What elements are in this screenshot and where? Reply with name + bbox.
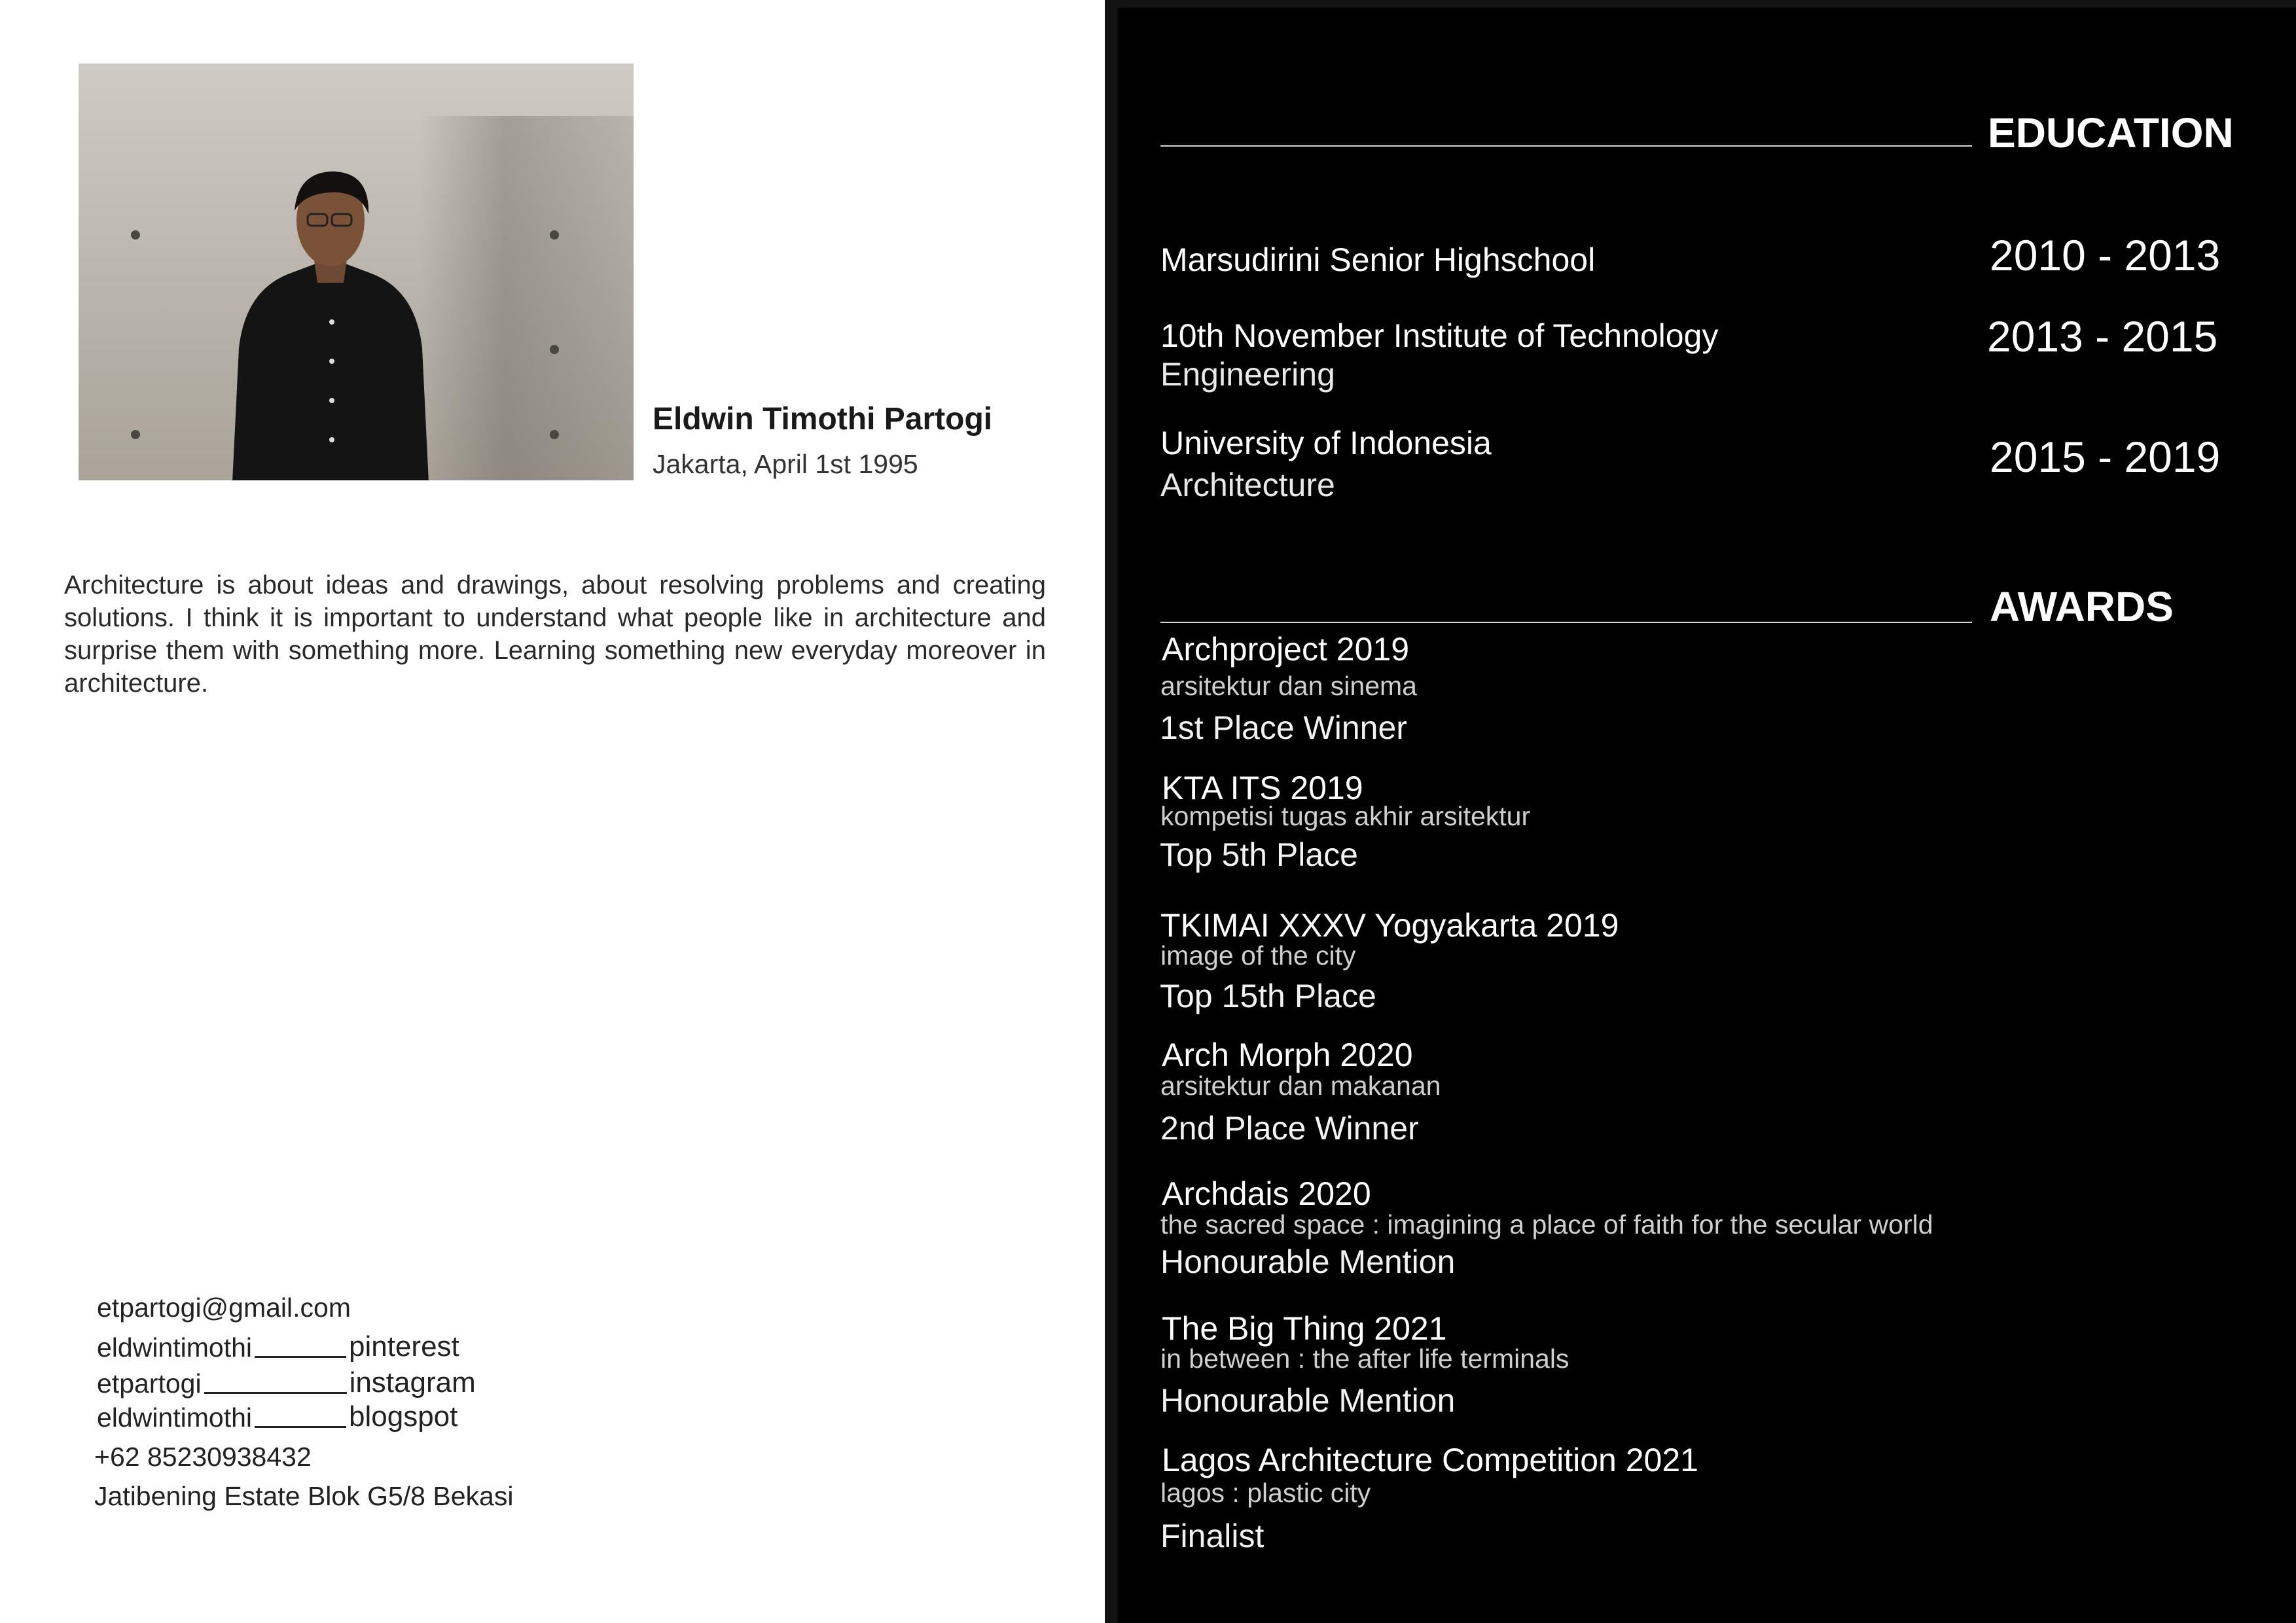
award-theme: lagos : plastic city: [1160, 1478, 1371, 1508]
award-result: 2nd Place Winner: [1160, 1110, 1419, 1147]
education-school: University of Indonesia: [1160, 425, 1492, 461]
wall-hole: [131, 230, 140, 240]
social-handle: eldwintimothi: [97, 1402, 252, 1433]
contact-address: Jatibening Estate Blok G5/8 Bekasi: [94, 1481, 514, 1511]
education-major: Architecture: [1160, 467, 1335, 503]
profile-birth: Jakarta, April 1st 1995: [653, 449, 918, 479]
education-school: Marsudirini Senior Highschool: [1160, 241, 1596, 278]
award-theme: arsitektur dan makanan: [1160, 1071, 1441, 1101]
profile-photo: [79, 63, 634, 480]
wall-hole: [550, 230, 559, 240]
social-handle: etpartogi: [97, 1368, 202, 1399]
awards-heading: AWARDS: [1990, 583, 2174, 630]
social-rule: [204, 1392, 347, 1394]
award-title: Archproject 2019: [1162, 631, 1410, 668]
social-blogspot[interactable]: [97, 1400, 457, 1433]
wall-hole: [550, 345, 559, 354]
award-theme: the sacred space : imagining a place of faith for the secular world: [1160, 1209, 1933, 1240]
profile-name: Eldwin Timothi Partogi: [653, 402, 993, 437]
award-result: Top 15th Place: [1160, 978, 1376, 1014]
award-title: Archdais 2020: [1162, 1175, 1371, 1212]
social-instagram[interactable]: [97, 1366, 476, 1399]
award-theme: in between : the after life terminals: [1160, 1344, 1570, 1374]
education-years: 2015 - 2019: [1990, 433, 2221, 481]
social-platform: instagram: [349, 1366, 476, 1399]
education-heading-rule: [1160, 145, 1972, 147]
award-result: Finalist: [1160, 1518, 1265, 1554]
award-title: Arch Morph 2020: [1162, 1037, 1413, 1073]
wall-hole: [550, 430, 559, 439]
contact-phone: +62 85230938432: [94, 1442, 312, 1472]
awards-heading-rule: [1160, 622, 1972, 623]
right-panel-edge: [1105, 0, 1118, 1623]
social-handle: eldwintimothi: [97, 1332, 252, 1363]
profile-bio: Architecture is about ideas and drawings, about resolving problems and creating solutions. I think it is important to understand what people like in architecture and surprise them with something more. Learning something new everyday moreover in architecture.: [64, 571, 1046, 698]
education-heading: EDUCATION: [1988, 109, 2234, 156]
person-figure: [219, 152, 442, 480]
award-theme: arsitektur dan sinema: [1160, 671, 1417, 701]
social-pinterest[interactable]: [97, 1330, 459, 1363]
social-platform: pinterest: [349, 1330, 459, 1363]
award-result: Honourable Mention: [1160, 1243, 1456, 1280]
education-years: 2013 - 2015: [1987, 312, 2218, 361]
award-theme: kompetisi tugas akhir arsitektur: [1160, 801, 1531, 831]
award-result: Honourable Mention: [1160, 1382, 1456, 1419]
education-major: Engineering: [1160, 356, 1335, 393]
award-title: Lagos Architecture Competition 2021: [1162, 1442, 1698, 1478]
contact-email[interactable]: etpartogi@gmail.com: [97, 1293, 351, 1323]
wall-hole: [131, 430, 140, 439]
social-rule: [255, 1426, 346, 1428]
award-result: Top 5th Place: [1160, 836, 1358, 873]
social-rule: [255, 1356, 346, 1358]
wall-stain: [419, 116, 634, 480]
education-years: 2010 - 2013: [1990, 231, 2221, 279]
education-school: 10th November Institute of Technology: [1160, 317, 1719, 354]
award-result: 1st Place Winner: [1160, 709, 1407, 746]
social-platform: blogspot: [349, 1400, 458, 1433]
award-title: TKIMAI XXXV Yogyakarta 2019: [1160, 907, 1619, 944]
award-title: KTA ITS 2019: [1162, 770, 1363, 806]
award-theme: image of the city: [1160, 940, 1356, 971]
award-title: The Big Thing 2021: [1162, 1310, 1447, 1347]
right-panel-top-edge: [1105, 0, 2296, 8]
